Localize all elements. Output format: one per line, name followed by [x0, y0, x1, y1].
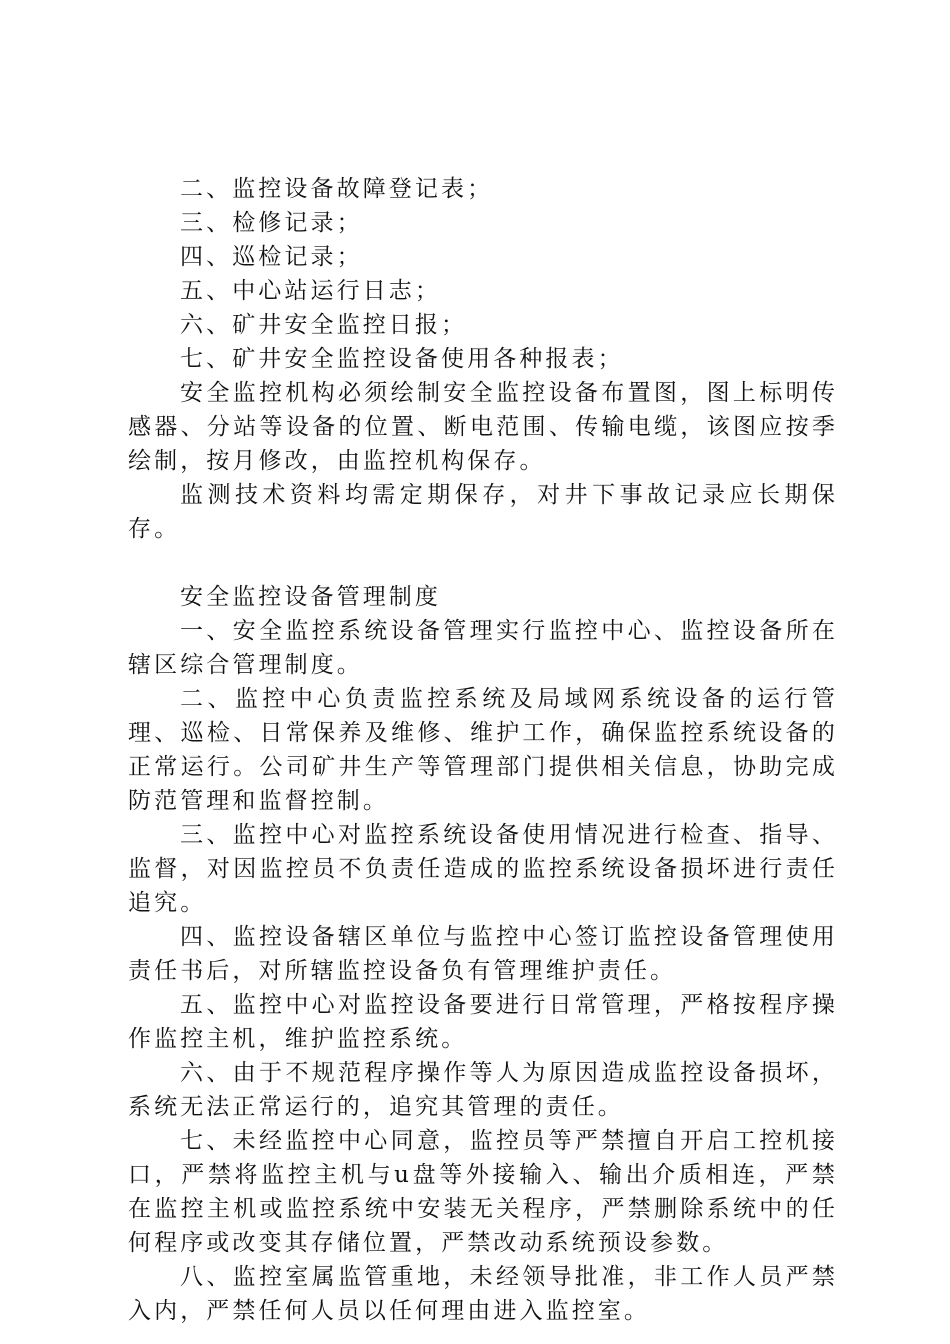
paragraph-layout-map: 安全监控机构必须绘制安全监控设备布置图，图上标明传感器、分站等设备的位置、断电范围、传输电缆，该图应按季绘制，按月修改，由监控机构保存。 [128, 380, 838, 474]
document-body [128, 172, 838, 1328]
rule-paragraph: 四、监控设备辖区单位与监控中心签订监控设备管理使用责任书后，对所辖监控设备负有管理维护责任。 [128, 924, 838, 984]
section-title: 安全监控设备管理制度 [180, 584, 441, 610]
rule-paragraph: 七、未经监控中心同意，监控员等严禁擅自开启工控机接口，严禁将监控主机与u盘等外接输入、输出介质相连，严禁在监控主机或监控系统中安装无关程序，严禁删除系统中的任何程序或改变其存储位置，严禁改动系统预设参数。 [128, 1128, 838, 1256]
records-list-item: 四、巡检记录； [180, 244, 363, 270]
records-list-item: 三、检修记录； [180, 210, 363, 236]
rule-paragraph: 五、监控中心对监控设备要进行日常管理，严格按程序操作监控主机，维护监控系统。 [128, 992, 838, 1052]
records-list-item: 五、中心站运行日志； [180, 278, 441, 304]
rule-paragraph: 一、安全监控系统设备管理实行监控中心、监控设备所在辖区综合管理制度。 [128, 618, 838, 678]
rule-paragraph: 二、监控中心负责监控系统及局域网系统设备的运行管理、巡检、日常保养及维修、维护工作，确保监控系统设备的正常运行。公司矿井生产等管理部门提供相关信息，协助完成防范管理和监督控制。 [128, 686, 838, 814]
rule-paragraph: 三、监控中心对监控系统设备使用情况进行检查、指导、监督，对因监控员不负责任造成的监控系统设备损坏进行责任追究。 [128, 822, 838, 916]
paragraph-archive: 监测技术资料均需定期保存，对井下事故记录应长期保存。 [128, 482, 838, 542]
paragraph-spacer [128, 546, 838, 580]
rule-paragraph: 六、由于不规范程序操作等人为原因造成监控设备损坏，系统无法正常运行的，追究其管理的责任。 [128, 1060, 838, 1120]
rule-paragraph: 八、监控室属监管重地，未经领导批准，非工作人员严禁入内，严禁任何人员以任何理由进入监控室。 [128, 1264, 838, 1324]
records-list-item: 二、监控设备故障登记表； [180, 176, 494, 202]
records-list-item: 七、矿井安全监控设备使用各种报表； [180, 346, 624, 372]
records-list-item: 六、矿井安全监控日报； [180, 312, 468, 338]
